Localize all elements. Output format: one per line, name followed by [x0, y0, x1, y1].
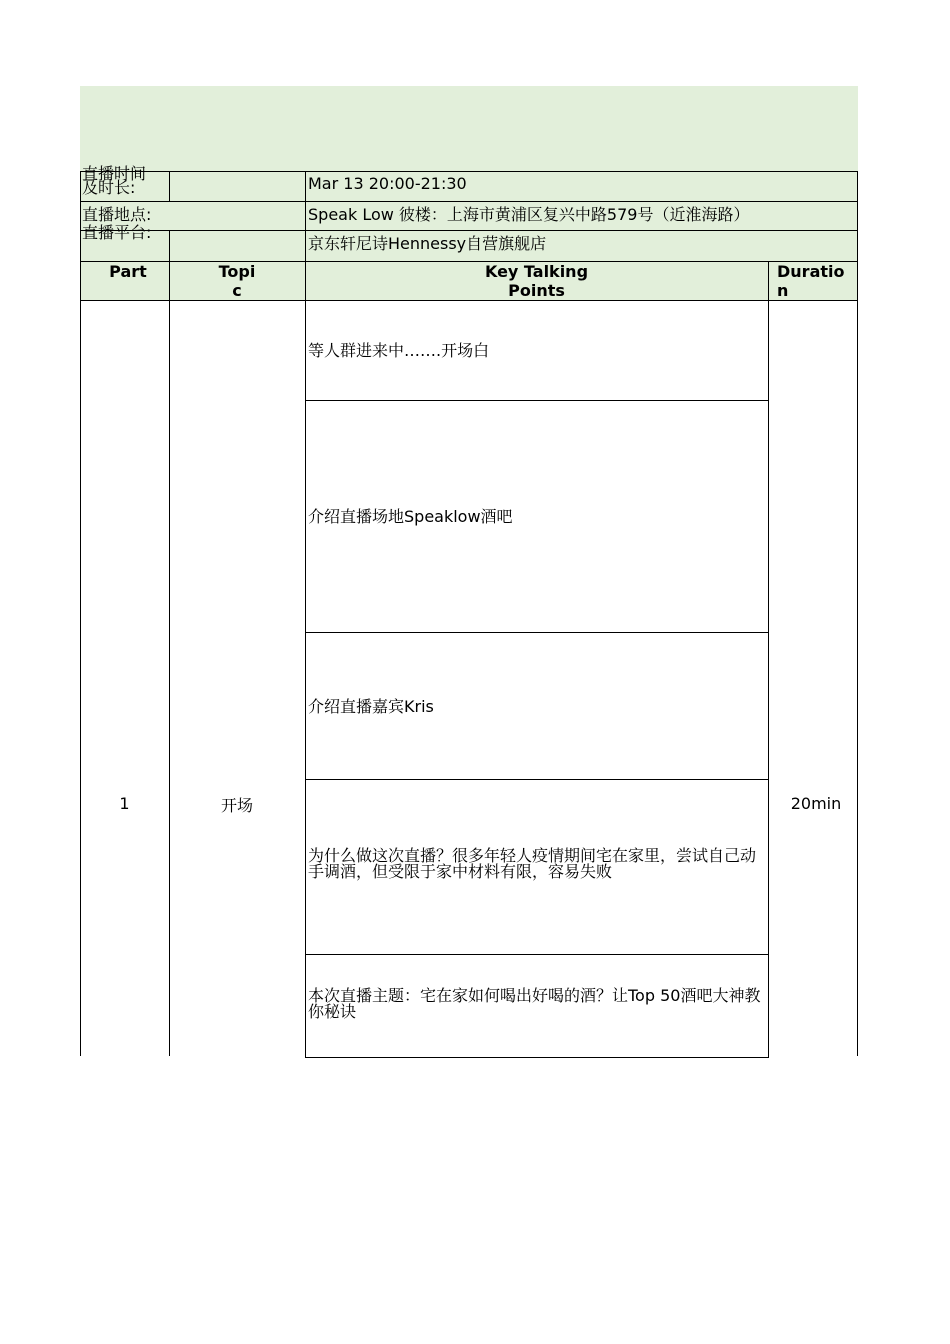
platform-value: 京东轩尼诗Hennessy自营旗舰店 [308, 234, 547, 253]
header-points-line2: Points [508, 281, 565, 300]
grid-line [305, 954, 768, 955]
header-part: Part [109, 262, 147, 281]
header-duration-line1: Duratio [777, 262, 845, 281]
row-duration: 20min [790, 793, 842, 813]
grid-line [305, 1057, 768, 1058]
header-topic-line1: Topi [218, 262, 256, 281]
header-duration-line2: n [777, 281, 789, 300]
talking-point: 本次直播主题：宅在家如何喝出好喝的酒？让Top 50酒吧大神教你秘诀 [308, 986, 761, 1021]
grid-line [169, 171, 170, 202]
platform-label: 直播平台: [82, 223, 152, 242]
header-topic-line2: c [232, 281, 242, 300]
header-key-talking-points [305, 262, 768, 300]
grid-line [857, 171, 858, 1056]
header-duration [777, 262, 857, 300]
grid-line [80, 171, 81, 1056]
grid-line [305, 171, 306, 1058]
grid-line [768, 261, 769, 1058]
location-label: 直播地点: [82, 205, 152, 224]
talking-point: 等人群进来中…….开场白 [308, 341, 490, 360]
grid-line [305, 779, 768, 780]
grid-line [169, 230, 170, 1056]
talking-point: 介绍直播场地Speaklow酒吧 [308, 507, 513, 526]
grid-line [80, 230, 858, 231]
grid-line [80, 171, 858, 172]
row-topic: 开场 [220, 795, 253, 815]
row-part: 1 [119, 793, 130, 813]
header-topic [169, 262, 305, 300]
location-value: Speak Low 彼楼：上海市黄浦区复兴中路579号（近淮海路） [308, 205, 750, 224]
grid-line [80, 201, 858, 202]
time-label: 直播时间及时长: [82, 164, 147, 197]
talking-point: 为什么做这次直播？很多年轻人疫情期间宅在家里，尝试自己动手调酒，但受限于家中材料有限，容易失败 [308, 846, 757, 881]
header-points-line1: Key Talking [484, 262, 589, 281]
talking-point: 介绍直播嘉宾Kris [308, 696, 434, 716]
time-value: Mar 13 20:00-21:30 [308, 174, 467, 193]
